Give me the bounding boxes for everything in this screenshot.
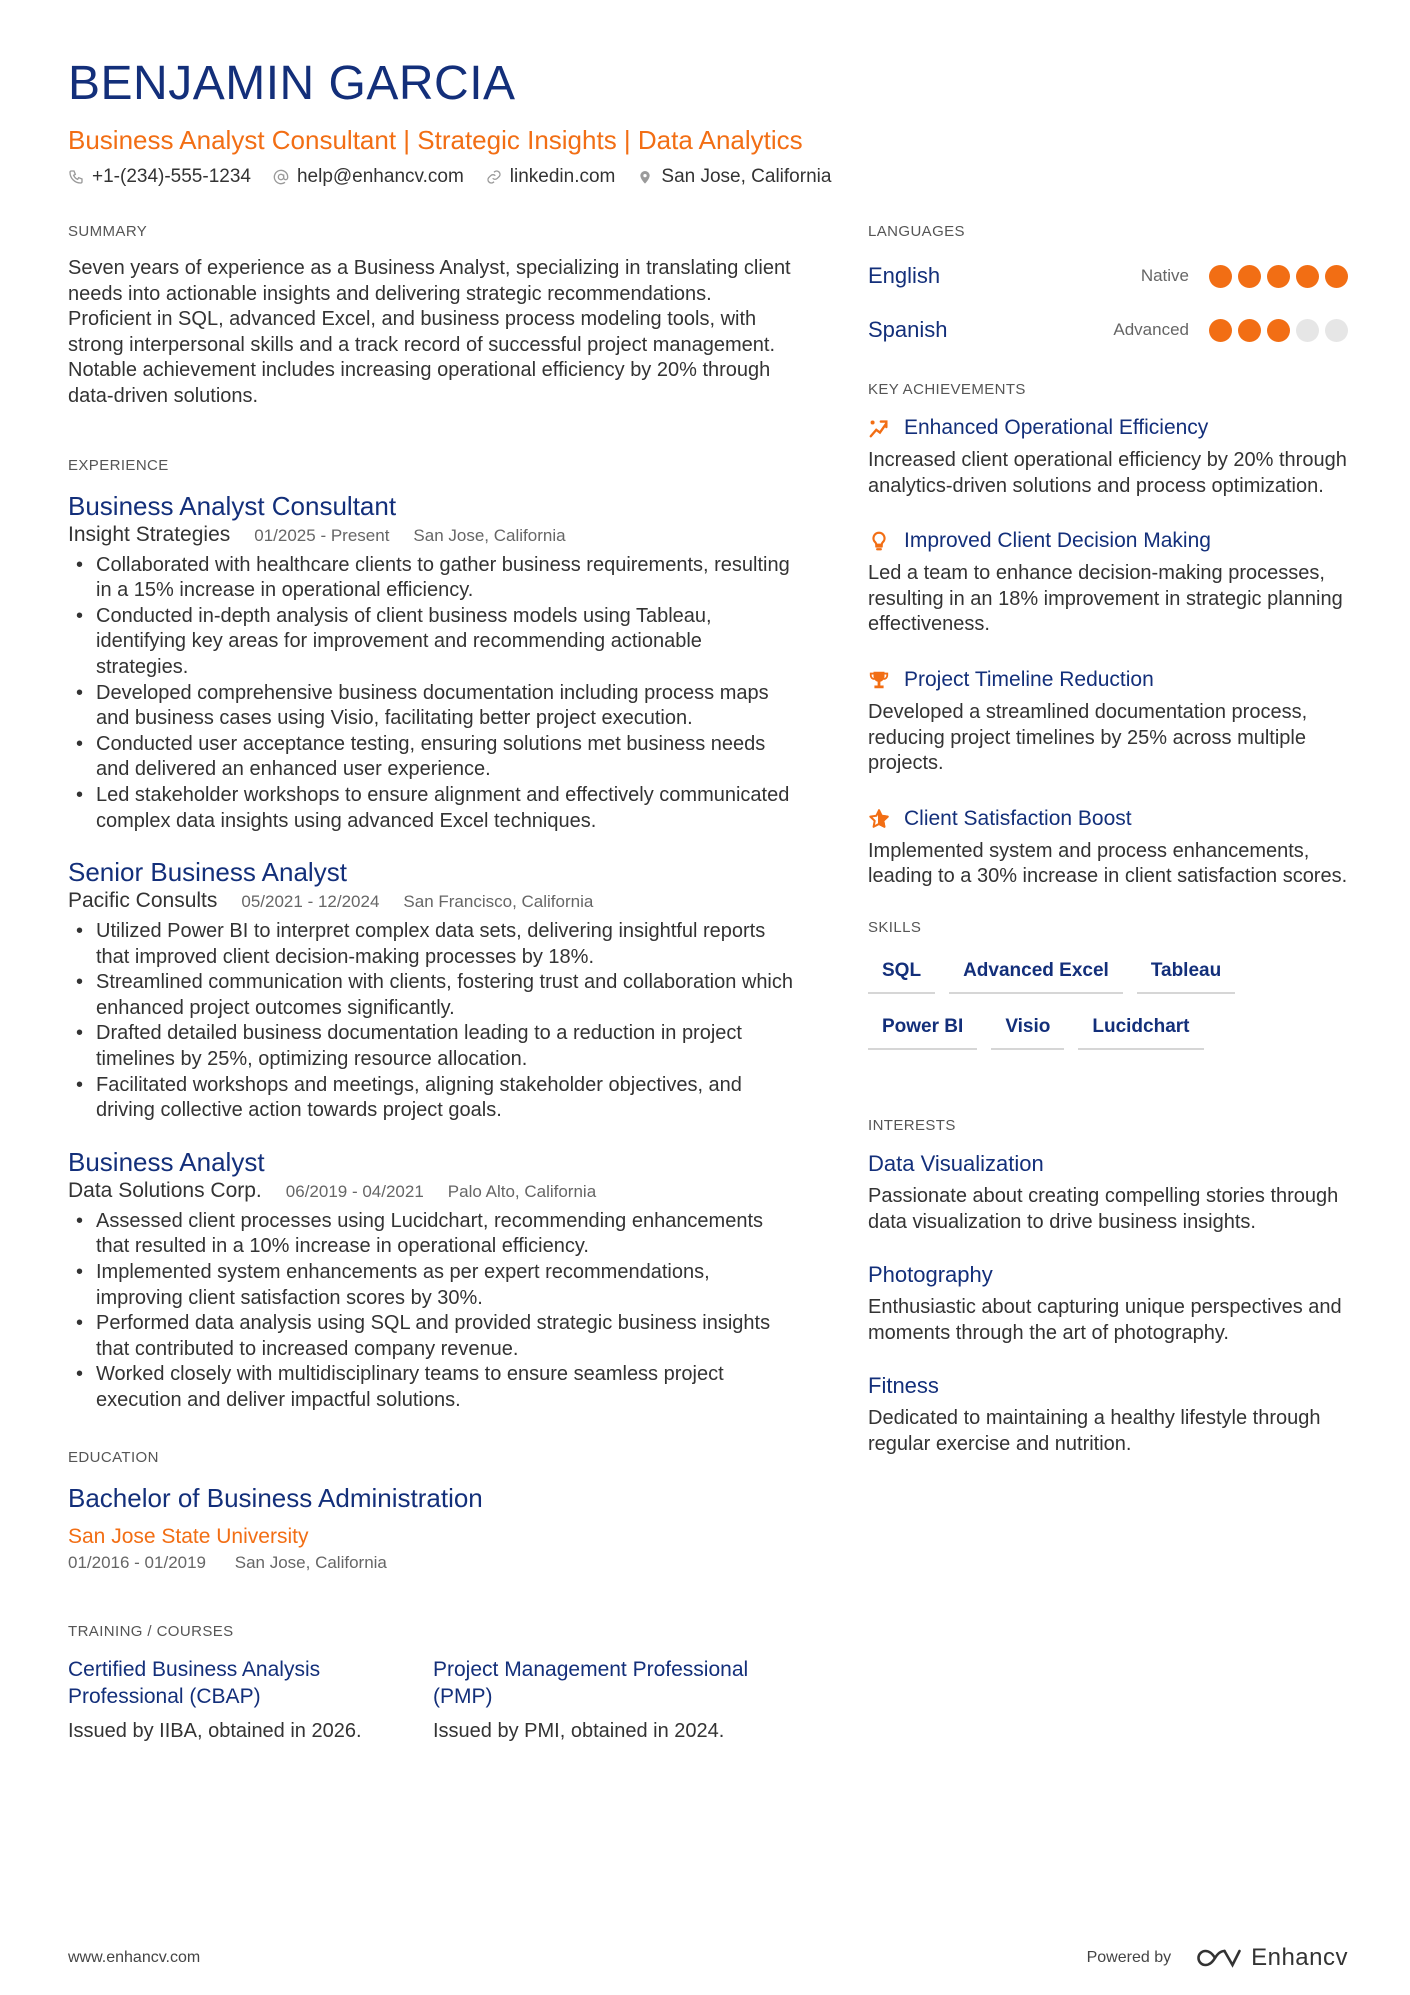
rating-dot-filled	[1296, 265, 1319, 288]
brand-logo[interactable]	[1195, 1944, 1348, 1972]
job-dates: 05/2021 - 12/2024	[241, 892, 380, 912]
education-degree: Bachelor of Business Administration	[68, 1482, 483, 1513]
chart-growth-icon	[868, 417, 890, 439]
interest-desc: Passionate about creating compelling stories through data visualization to drive business insights.	[868, 1184, 1339, 1233]
job-meta	[68, 1178, 798, 1205]
interest-item	[868, 1372, 1348, 1457]
job-location: Palo Alto, California	[447, 1181, 597, 1201]
course-desc: Issued by PMI, obtained in 2024.	[433, 1719, 725, 1742]
achievement-desc: Led a team to enhance decision-making processes, resulting in an 18% improvement in strategic planning effectiveness.	[868, 562, 1343, 636]
achievement-item	[868, 666, 1348, 777]
job-bullet: • Drafted detailed business documentation leading to a reduction in project timelines by 25%, optimizing resource allocation.	[68, 1021, 798, 1072]
job-title: Senior Business Analyst	[68, 857, 347, 888]
section-title-education: EDUCATION	[68, 1448, 159, 1466]
experience-section	[68, 456, 798, 1414]
rating-dot-filled	[1238, 319, 1261, 342]
skills-section	[868, 918, 1348, 1064]
education-section	[68, 1448, 798, 1574]
job-location: San Francisco, California	[403, 892, 594, 912]
job-company: Data Solutions Corp.	[68, 1178, 262, 1202]
course-title: Project Management Professional (PMP)	[433, 1657, 749, 1708]
contact-bar	[68, 164, 1348, 190]
job-title: Business Analyst	[68, 1146, 265, 1177]
powered-by-label: Powered by	[1086, 1949, 1172, 1966]
interests-section	[868, 1116, 1348, 1458]
rating-dot-empty	[1296, 319, 1319, 342]
education-location: San Jose, California	[234, 1552, 387, 1572]
section-title-interests: INTERESTS	[868, 1116, 956, 1134]
job-bullet: • Assessed client processes using Lucidchart, recommending enhancements that resulted in a 10% increase in operational efficiency.	[68, 1209, 798, 1260]
summary-text: Seven years of experience as a Business Analyst, specializing in translating client needs into actionable insights and delivering strategic recommendations. Proficient in SQL, advanced Excel, and business process modeling tools, with strong interpersonal skills and a track record of successful project management. Notable achievement includes increasing operational efficiency by 20% through data-driven solutions.	[68, 257, 791, 407]
achievement-title: Improved Client Decision Making	[904, 529, 1211, 553]
interest-desc: Dedicated to maintaining a healthy lifestyle through regular exercise and nutrition.	[868, 1407, 1321, 1455]
rating-dot-filled	[1238, 265, 1261, 288]
job-bullet: • Streamlined communication with clients, fostering trust and collaboration which enhanced project outcomes significantly.	[68, 970, 798, 1021]
interest-title: Fitness	[868, 1373, 939, 1399]
language-rating	[1203, 319, 1348, 342]
linkedin-link[interactable]: linkedin.com	[509, 166, 616, 187]
link-icon	[486, 169, 502, 185]
candidate-name: BENJAMIN GARCIA	[68, 57, 516, 110]
interest-title: Data Visualization	[868, 1150, 1044, 1176]
section-title-training: TRAINING / COURSES	[68, 1622, 234, 1640]
powered-by	[1087, 1944, 1348, 1972]
job-bullets	[68, 919, 798, 1124]
job-bullet: • Led stakeholder workshops to ensure alignment and effectively communicated complex data insights using advanced Excel techniques.	[68, 783, 798, 834]
job-bullet: • Worked closely with multidisciplinary teams to ensure seamless project execution and deliver impactful solutions.	[68, 1362, 798, 1413]
job-meta	[68, 522, 798, 549]
resume-header	[68, 56, 1348, 190]
course-list	[68, 1656, 798, 1744]
job-dates: 01/2025 - Present	[254, 525, 390, 545]
education-meta	[68, 1552, 798, 1574]
rating-dot-filled	[1209, 265, 1232, 288]
contact-location	[637, 164, 831, 190]
summary-section	[68, 222, 798, 410]
job-bullet: • Performed data analysis using SQL and provided strategic business insights that contributed to increased company revenue.	[68, 1311, 798, 1362]
location-text: San Jose, California	[661, 166, 832, 187]
achievement-head	[868, 666, 1348, 694]
achievements-section	[868, 380, 1348, 890]
job-meta	[68, 888, 798, 915]
job-entry	[68, 490, 798, 835]
at-sign-icon	[273, 169, 289, 185]
language-rating	[1203, 265, 1348, 288]
achievement-title: Project Timeline Reduction	[904, 667, 1154, 691]
skill-tag: Advanced Excel	[949, 952, 1123, 994]
job-bullet: • Utilized Power BI to interpret complex data sets, delivering insightful reports that improved client decision-making processes by 18%.	[68, 919, 798, 970]
course-title: Certified Business Analysis Professional (CBAP)	[68, 1657, 321, 1708]
star-icon	[868, 808, 890, 830]
brand-name: Enhancv	[1251, 1944, 1348, 1971]
interest-title: Photography	[868, 1262, 993, 1288]
achievement-item	[868, 527, 1348, 638]
job-dates: 06/2019 - 04/2021	[285, 1181, 424, 1201]
language-name: Spanish	[868, 317, 948, 342]
section-title-summary: SUMMARY	[68, 223, 148, 240]
achievement-head	[868, 527, 1348, 555]
language-level: Advanced	[1113, 320, 1189, 339]
achievement-head	[868, 414, 1348, 442]
languages-section	[868, 222, 1348, 350]
language-level: Native	[1140, 266, 1189, 285]
job-bullet: • Developed comprehensive business documentation including process maps and business cases using Visio, facilitating better project execution.	[68, 681, 798, 732]
education-school: San Jose State University	[68, 1524, 309, 1548]
phone-icon	[68, 169, 84, 185]
job-entry	[68, 856, 798, 1124]
job-company: Pacific Consults	[68, 889, 218, 913]
job-bullet: • Implemented system enhancements as per expert recommendations, improving client satisfaction scores by 30%.	[68, 1260, 798, 1311]
job-title: Business Analyst Consultant	[68, 490, 397, 521]
rating-dot-filled	[1209, 319, 1232, 342]
section-title-skills: SKILLS	[868, 918, 922, 936]
page-footer	[68, 1944, 1348, 1972]
course-item	[68, 1656, 433, 1744]
phone-number[interactable]: +1-(234)-555-1234	[92, 166, 251, 187]
language-item	[868, 310, 1348, 350]
language-name: English	[868, 263, 941, 288]
job-bullet: • Conducted in-depth analysis of client business models using Tableau, identifying key areas for improvement and recommending actionable strategies.	[68, 604, 798, 681]
training-section	[68, 1622, 798, 1744]
job-bullets	[68, 553, 798, 835]
interest-item	[868, 1261, 1348, 1346]
skill-tag: SQL	[868, 952, 935, 994]
achievement-title: Enhanced Operational Efficiency	[904, 416, 1209, 439]
skill-tag: Visio	[991, 1008, 1064, 1050]
skill-tag: Lucidchart	[1078, 1008, 1203, 1050]
job-bullet: • Facilitated workshops and meetings, aligning stakeholder objectives, and driving collective action towards project goals.	[68, 1073, 798, 1124]
interest-item	[868, 1150, 1348, 1235]
email-link[interactable]: help@enhancv.com	[296, 166, 464, 187]
skills-list	[868, 952, 1328, 1064]
achievement-desc: Developed a streamlined documentation process, reducing project timelines by 25% across multiple projects.	[868, 700, 1308, 775]
section-title-languages: LANGUAGES	[868, 223, 965, 240]
right-column	[868, 222, 1348, 1484]
candidate-headline: Business Analyst Consultant | Strategic Insights | Data Analytics	[68, 125, 803, 155]
rating-dot-filled	[1325, 265, 1348, 288]
language-item	[868, 256, 1348, 296]
job-bullets	[68, 1209, 798, 1414]
rating-dot-filled	[1267, 265, 1290, 288]
lightbulb-icon	[868, 530, 890, 552]
achievement-desc: Increased client operational efficiency by 20% through analytics-driven solutions and process optimization.	[868, 449, 1347, 497]
enhancv-logo-icon	[1195, 1946, 1241, 1970]
section-title-achievements: KEY ACHIEVEMENTS	[868, 381, 1026, 398]
achievement-item	[868, 414, 1348, 499]
skill-tag: Power BI	[868, 1008, 977, 1050]
contact-email	[273, 164, 464, 190]
achievement-head	[868, 805, 1348, 833]
achievement-desc: Implemented system and process enhancements, leading to a 30% increase in client satisfaction scores.	[868, 839, 1348, 888]
rating-dot-filled	[1267, 319, 1290, 342]
achievement-item	[868, 805, 1348, 890]
achievement-title: Client Satisfaction Boost	[904, 806, 1132, 830]
course-item	[433, 1656, 798, 1744]
contact-linkedin	[486, 164, 616, 190]
job-bullet: • Conducted user acceptance testing, ensuring solutions met business needs and delivered an enhanced user experience.	[68, 732, 798, 783]
section-title-experience: EXPERIENCE	[68, 456, 169, 474]
trophy-icon	[868, 669, 890, 691]
skill-tag: Tableau	[1137, 952, 1235, 994]
left-column	[68, 222, 798, 1744]
interest-desc: Enthusiastic about capturing unique perspectives and moments through the art of photography.	[868, 1296, 1342, 1344]
rating-dot-empty	[1325, 319, 1348, 342]
job-company: Insight Strategies	[68, 522, 231, 546]
course-desc: Issued by IIBA, obtained in 2026.	[68, 1719, 362, 1742]
job-bullet: • Collaborated with healthcare clients to gather business requirements, resulting in a 15% increase in operational efficiency.	[68, 553, 798, 604]
contact-phone	[68, 164, 251, 190]
education-dates: 01/2016 - 01/2019	[68, 1552, 207, 1572]
location-pin-icon	[637, 169, 653, 185]
footer-website[interactable]: www.enhancv.com	[68, 1949, 201, 1966]
job-entry	[68, 1146, 798, 1414]
job-location: San Jose, California	[413, 525, 566, 545]
